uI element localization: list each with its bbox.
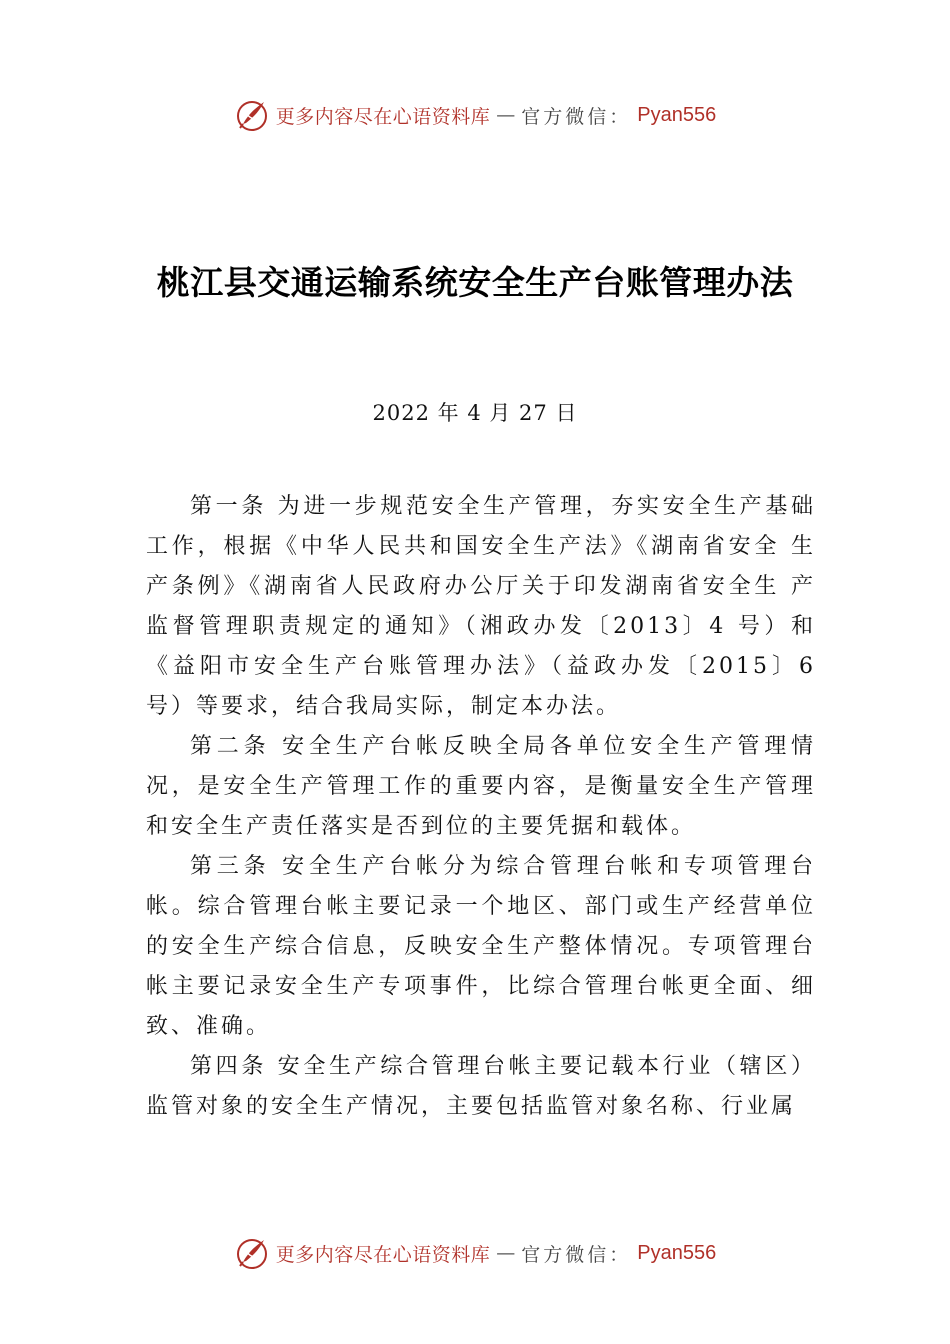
promo-text: 更多内容尽在心语资料库 — [275, 1243, 491, 1266]
footer-watermark-banner — [0, 1233, 950, 1273]
article-2: 第二条 安全生产台帐反映全局各单位安全生产管理情况，是安全生产管理工作的重要内容，是衡量安全生产管理和安全生产责任落实是否到位的主要凭据和载体。 — [146, 734, 816, 839]
promo-text: 更多内容尽在心语资料库 — [275, 105, 491, 128]
document-title: 桃江县交通运输系统安全生产台账管理办法 — [156, 263, 794, 302]
wechat-id: Pyan556 — [637, 1241, 717, 1264]
document-date: 2022 年 4 月 27 日 — [372, 401, 578, 425]
article-4: 第四条 安全生产综合管理台帐主要记载本行业（辖区） 监管对象的安全生产情况，主要包括监管对象名称、行业属 — [146, 1054, 816, 1119]
article-3: 第三条 安全生产台帐分为综合管理台帐和专项管理台帐。综合管理台帐主要记录一个地区、部门或生产经营单位的安全生产综合信息，反映安全生产整体情况。专项管理台帐主要记录安全生产专项事件，比综合管理台帐更全面、细致、准确。 — [146, 854, 816, 1039]
quill-logo-icon — [234, 1235, 270, 1271]
document-body — [146, 487, 816, 1127]
banner-dash: — — [496, 104, 516, 126]
quill-logo-icon — [234, 97, 270, 133]
wechat-label: 官方微信： — [521, 1243, 632, 1266]
banner-dash: — — [496, 1242, 516, 1264]
header-watermark-banner — [0, 95, 950, 135]
article-1: 第一条 为进一步规范安全生产管理，夯实安全生产基础工作，根据《中华人民共和国安全生产法》《湖南省安全 生产条例》《湖南省人民政府办公厅关于印发湖南省安全生 产监督管理职责规定的通知》（湘政办发〔2013〕4 号）和《益阳市安全生产台账管理办法》（益政办发〔2015〕6 号）等要求，结合我局实际，制定本办法。 — [146, 494, 816, 719]
wechat-label: 官方微信： — [521, 105, 632, 128]
wechat-id: Pyan556 — [637, 103, 717, 126]
